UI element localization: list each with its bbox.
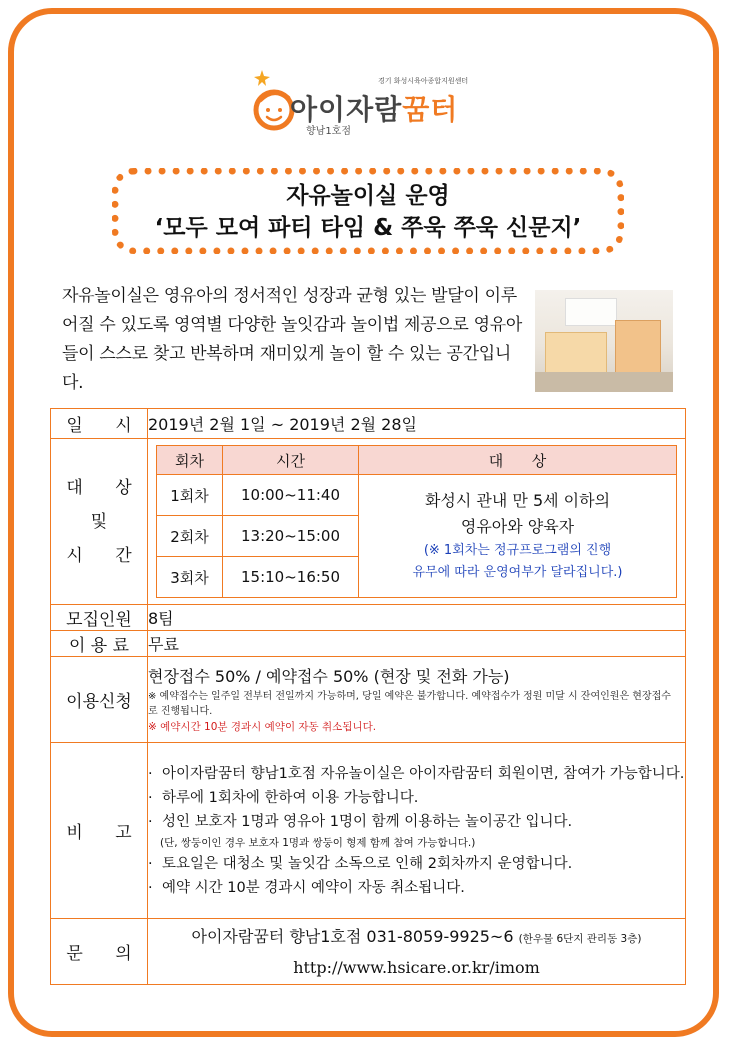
session-row [157,475,677,516]
date-label: 일 시 [51,409,148,439]
session-round: 2회차 [157,516,223,557]
fee-label: 이 용 료 [51,631,148,657]
capacity-value: 8팀 [148,605,686,631]
session-time: 13:20~15:00 [223,516,359,557]
schedule-table [156,445,677,598]
remarks-label: 비 고 [51,743,148,919]
contact-label: 문 의 [51,919,148,985]
row-remarks [51,743,686,919]
title-line-1: 자유놀이실 운영 [286,183,450,209]
row-schedule [51,439,686,605]
brand-name: 아이자람꿈터 [290,93,459,126]
remarks-list [148,743,686,919]
contact-url[interactable]: http://www.hsicare.or.kr/imom [293,957,540,977]
row-fee [51,631,686,657]
header-time: 시간 [223,446,359,475]
playroom-photo [535,290,673,392]
row-capacity [51,605,686,631]
apply-label: 이용신청 [51,657,148,743]
apply-red-note: ※ 예약시간 10분 경과시 예약이 자동 취소됩니다. [148,720,377,733]
session-time: 15:10~16:50 [223,557,359,598]
session-time: 10:00~11:40 [223,475,359,516]
title-box [112,168,624,254]
logo [250,70,510,140]
list-item: · 토요일은 대청소 및 놀잇감 소독으로 인해 2회차까지 운영합니다. [148,855,573,872]
apply-note: ※ 예약접수는 일주일 전부터 전일까지 가능하며, 당일 예약은 불가합니다. 예약접수가 정원 미달 시 잔여인원은 현장접수로 진행됩니다. [148,690,671,717]
list-item: (단, 쌍둥이인 경우 보호자 1명과 쌍둥이 형제 함께 참여 가능합니다.) [160,836,476,849]
list-item: · 예약 시간 10분 경과시 예약이 자동 취소됩니다. [148,879,465,896]
branch-name: 향남1호점 [306,126,352,137]
center-name: 경기 화성시육아종합지원센터 [378,77,469,85]
session-round: 3회차 [157,557,223,598]
fee-value: 무료 [148,631,686,657]
schedule-header-row [157,446,677,475]
schedule-label: 대 상 및 시 간 [51,439,148,605]
list-item: · 하루에 1회차에 한하여 이용 가능합니다. [148,789,419,806]
date-value: 2019년 2월 1일 ~ 2019년 2월 28일 [148,409,686,439]
title-line-2: ‘모두 모여 파티 타임 & 쭈욱 쭈욱 신문지’ [154,215,582,241]
capacity-label: 모집인원 [51,605,148,631]
session-round: 1회차 [157,475,223,516]
header-round: 회차 [157,446,223,475]
header-target: 대 상 [359,446,677,475]
row-apply [51,657,686,743]
row-date [51,409,686,439]
intro-text: 자유놀이실은 영유아의 정서적인 성장과 균형 있는 발달이 이루어질 수 있도록 영역별 다양한 놀잇감과 놀이법 제공으로 영유아들이 스스로 찾고 반복하며 재미있게 놀이 할 수 있는 공간입니다. [62,286,523,393]
list-item: · 아이자람꿈터 향남1호점 자유놀이실은 아이자람꿈터 회원이면, 참여가 가능합니다. [148,765,685,782]
target-cell: 화성시 관내 만 5세 이하의 영유아와 양육자 (※ 1회차는 정규프로그램의 진행 유무에 따라 운영여부가 달라집니다.) [359,475,677,598]
info-table [50,408,686,985]
contact-line: 아이자람꿈터 향남1호점 031-8059-9925~6 (한우물 6단지 관리동 3층) [191,926,642,946]
apply-main: 현장접수 50% / 예약접수 50% (현장 및 전화 가능) [148,666,510,686]
row-contact [51,919,686,985]
list-item: · 성인 보호자 1명과 영유아 1명이 함께 이용하는 놀이공간 입니다. [148,813,573,830]
